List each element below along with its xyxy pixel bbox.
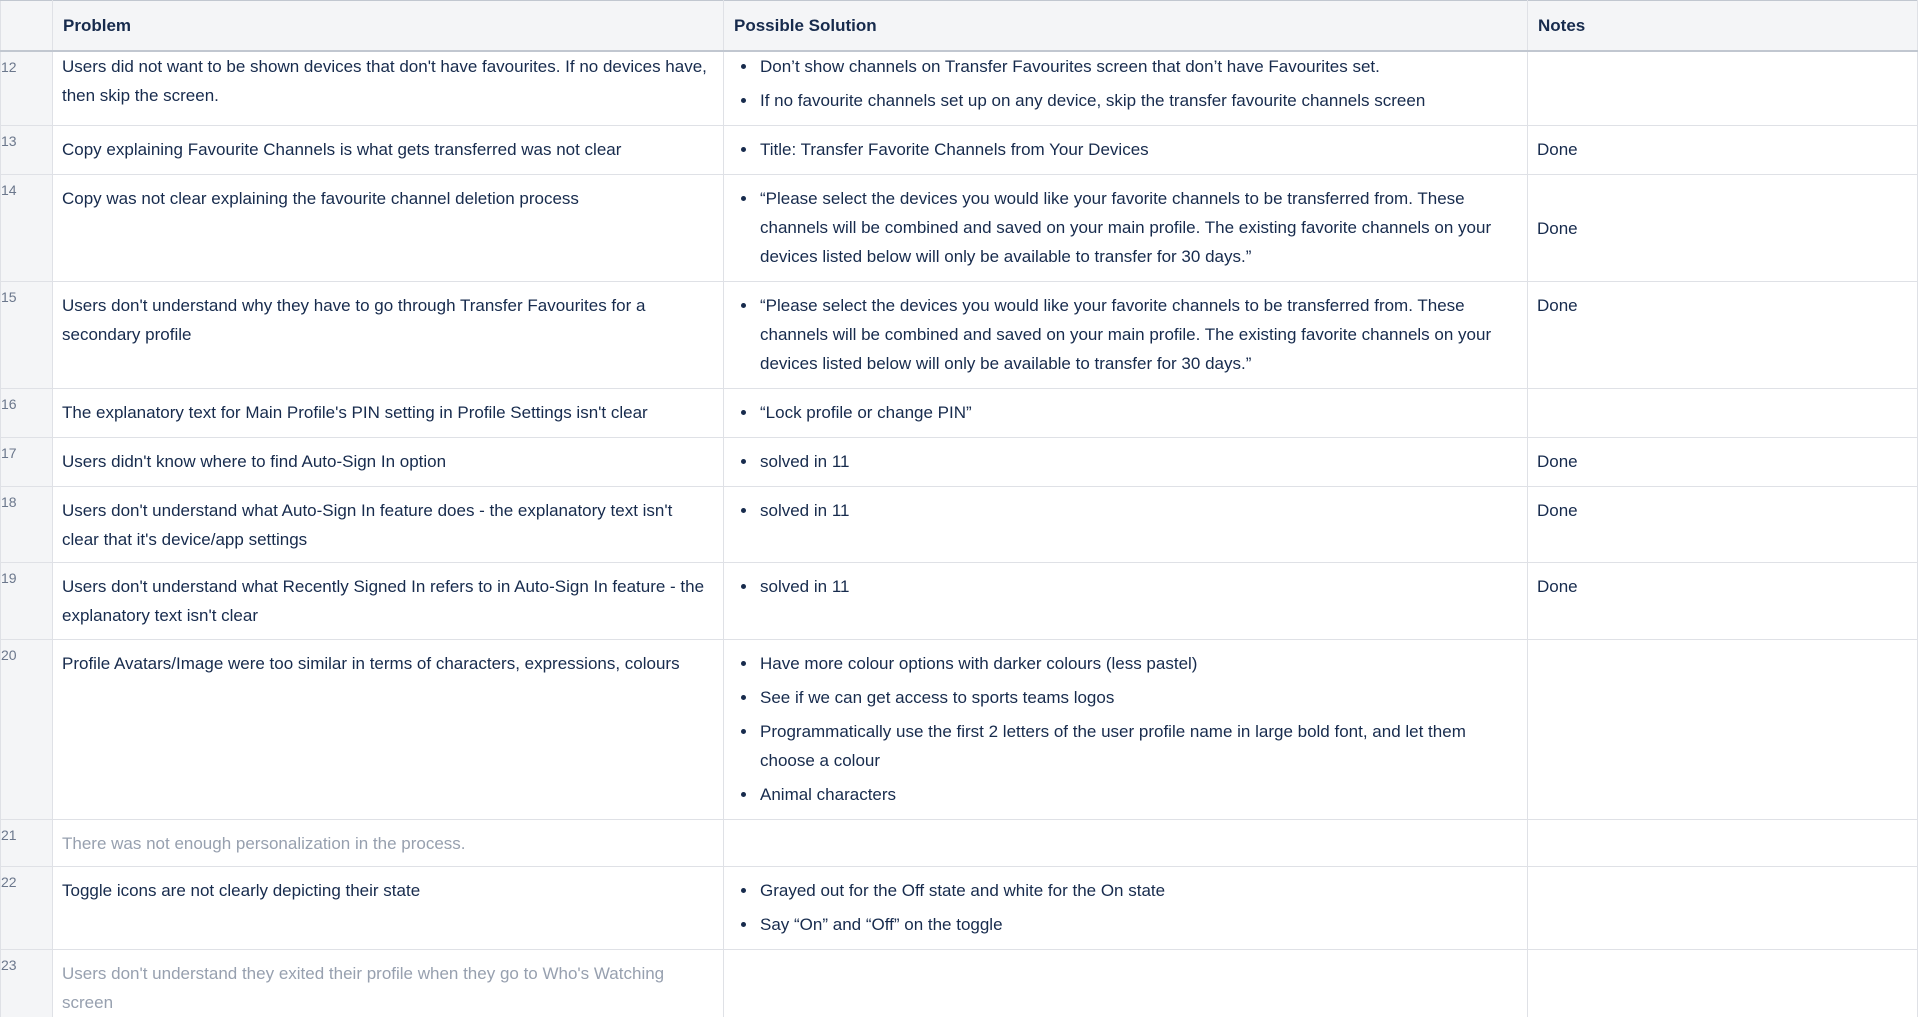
table-row	[1, 282, 1918, 389]
table-row	[1, 950, 1918, 1017]
solution-cell[interactable]	[724, 175, 1528, 282]
solution-bullet: • If no favourite channels set up on any device, skip the transfer favourite channels screen	[758, 86, 1517, 115]
row-number: 17	[1, 438, 53, 487]
table-row	[1, 126, 1918, 175]
solution-bullet: • Say “On” and “Off” on the toggle	[758, 910, 1517, 939]
solution-cell[interactable]	[724, 867, 1528, 950]
problem-cell[interactable]: Users don't understand why they have to go through Transfer Favourites for a secondary profile	[53, 282, 724, 389]
solution-bullet: • Programmatically use the first 2 letters of the user profile name in large bold font, and let them choose a colour	[758, 717, 1517, 775]
problem-cell[interactable]: Users didn't know where to find Auto-Sign In option	[53, 438, 724, 487]
notes-column-header[interactable]: Notes	[1528, 1, 1918, 52]
table-row	[1, 389, 1918, 438]
notes-cell[interactable]	[1528, 640, 1918, 820]
row-number: 15	[1, 282, 53, 389]
solution-cell[interactable]	[724, 563, 1528, 640]
problem-column-header[interactable]: Problem	[53, 1, 724, 52]
notes-cell[interactable]	[1528, 51, 1918, 126]
notes-cell[interactable]: Done	[1528, 126, 1918, 175]
row-number: 12	[1, 51, 53, 126]
row-number: 20	[1, 640, 53, 820]
notes-cell[interactable]: Done	[1528, 175, 1918, 282]
solution-cell[interactable]	[724, 640, 1528, 820]
problem-cell[interactable]: Toggle icons are not clearly depicting their state	[53, 867, 724, 950]
solution-column-header[interactable]: Possible Solution	[724, 1, 1528, 52]
notes-cell[interactable]	[1528, 950, 1918, 1017]
notes-cell[interactable]: Done	[1528, 438, 1918, 487]
solution-bullet: • Have more colour options with darker colours (less pastel)	[758, 649, 1517, 678]
problem-cell[interactable]: Users did not want to be shown devices that don't have favourites. If no devices have, then skip the screen.	[53, 51, 724, 126]
problem-cell[interactable]: Copy was not clear explaining the favourite channel deletion process	[53, 175, 724, 282]
row-number-header	[1, 1, 53, 52]
problem-cell[interactable]: Users don't understand what Auto-Sign In feature does - the explanatory text isn't clear that it's device/app settings	[53, 487, 724, 563]
solution-cell[interactable]	[724, 820, 1528, 867]
table-row	[1, 487, 1918, 563]
solution-bullet: • “Please select the devices you would like your favorite channels to be transferred from. These channels will be combined and saved on your main profile. The existing favorite channels on your devices listed below will only be available to transfer for 30 days.”	[758, 184, 1517, 271]
solution-cell[interactable]	[724, 487, 1528, 563]
row-number: 18	[1, 487, 53, 563]
solution-cell[interactable]	[724, 282, 1528, 389]
row-number: 22	[1, 867, 53, 950]
table-row	[1, 563, 1918, 640]
solution-bullet: • solved in 11	[758, 572, 1517, 601]
problem-cell[interactable]: Copy explaining Favourite Channels is what gets transferred was not clear	[53, 126, 724, 175]
solution-cell[interactable]	[724, 389, 1528, 438]
solution-bullet: • Grayed out for the Off state and white for the On state	[758, 876, 1517, 905]
notes-cell[interactable]: Done	[1528, 282, 1918, 389]
notes-cell[interactable]	[1528, 867, 1918, 950]
row-number: 14	[1, 175, 53, 282]
solution-bullet: • Animal characters	[758, 780, 1517, 809]
row-number: 19	[1, 563, 53, 640]
table-row	[1, 867, 1918, 950]
notes-cell[interactable]: Done	[1528, 487, 1918, 563]
table-header-row	[1, 1, 1918, 52]
table-row	[1, 820, 1918, 867]
solution-cell[interactable]	[724, 438, 1528, 487]
solution-cell[interactable]	[724, 950, 1528, 1017]
problem-cell[interactable]: Users don't understand they exited their profile when they go to Who's Watching screen	[53, 950, 724, 1017]
row-number: 13	[1, 126, 53, 175]
table-row	[1, 640, 1918, 820]
table-row	[1, 438, 1918, 487]
problem-cell[interactable]: Users don't understand what Recently Signed In refers to in Auto-Sign In feature - the explanatory text isn't clear	[53, 563, 724, 640]
problem-cell[interactable]: Profile Avatars/Image were too similar in terms of characters, expressions, colours	[53, 640, 724, 820]
row-number: 21	[1, 820, 53, 867]
row-number: 23	[1, 950, 53, 1017]
solution-bullet: • Title: Transfer Favorite Channels from Your Devices	[758, 135, 1517, 164]
solution-cell[interactable]	[724, 51, 1528, 126]
solution-cell[interactable]	[724, 126, 1528, 175]
row-number: 16	[1, 389, 53, 438]
solution-bullet: • “Lock profile or change PIN”	[758, 398, 1517, 427]
notes-cell[interactable]: Done	[1528, 563, 1918, 640]
problem-cell[interactable]: There was not enough personalization in the process.	[53, 820, 724, 867]
solution-bullet: • solved in 11	[758, 496, 1517, 525]
solution-bullet: • “Please select the devices you would like your favorite channels to be transferred from. These channels will be combined and saved on your main profile. The existing favorite channels on your devices listed below will only be available to transfer for 30 days.”	[758, 291, 1517, 378]
table-row	[1, 175, 1918, 282]
table-row	[1, 51, 1918, 126]
solution-bullet: • solved in 11	[758, 447, 1517, 476]
notes-cell[interactable]	[1528, 389, 1918, 438]
problem-cell[interactable]: The explanatory text for Main Profile's PIN setting in Profile Settings isn't clear	[53, 389, 724, 438]
solution-bullet: • See if we can get access to sports teams logos	[758, 683, 1517, 712]
solution-bullet: • Don’t show channels on Transfer Favourites screen that don’t have Favourites set.	[758, 52, 1517, 81]
notes-cell[interactable]	[1528, 820, 1918, 867]
